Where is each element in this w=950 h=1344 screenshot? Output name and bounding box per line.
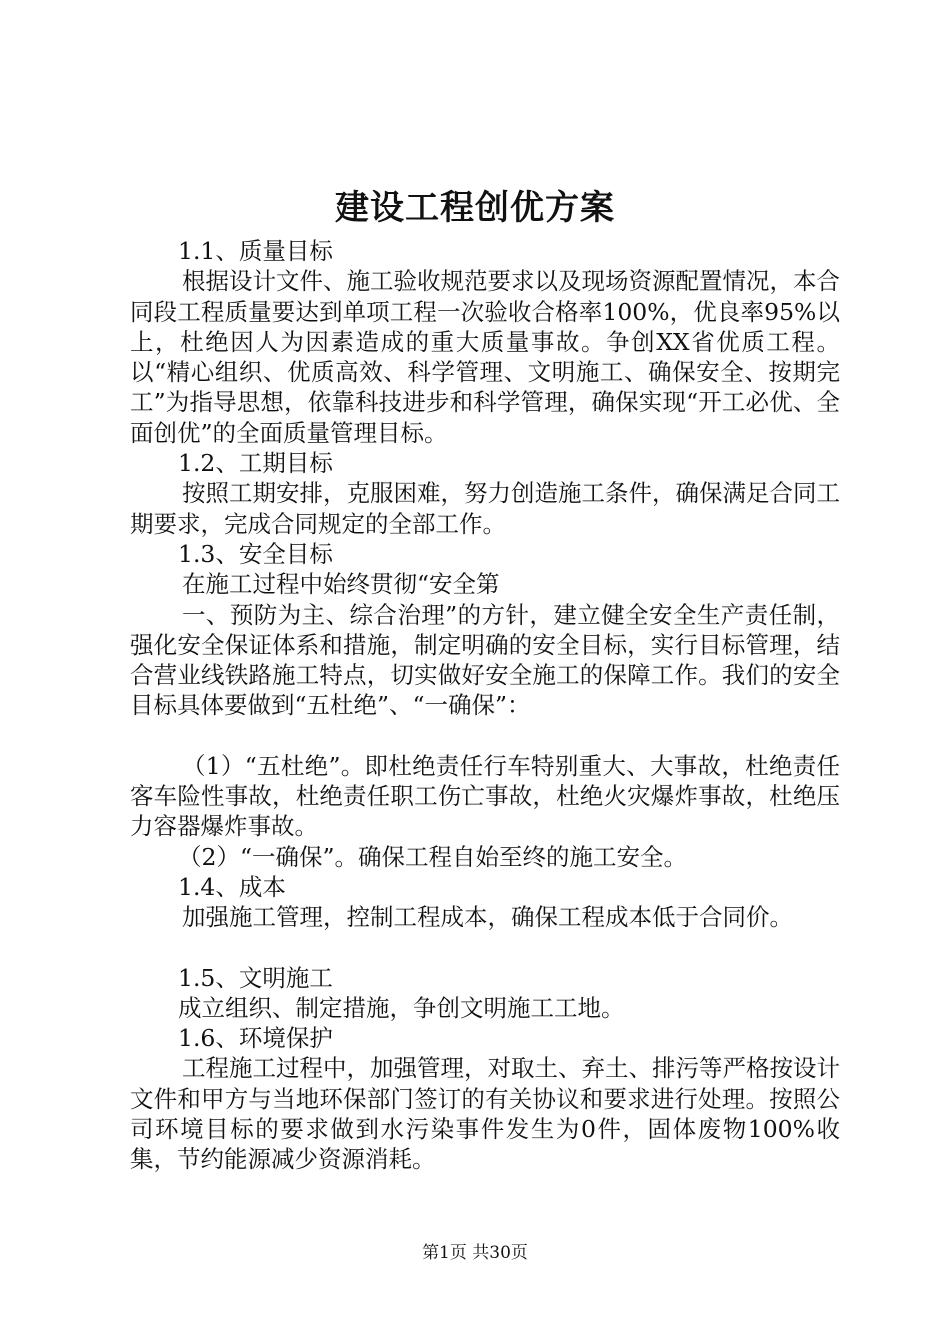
paragraph-civilized-construction: 成立组织、制定措施，争创文明施工工地。 <box>178 993 625 1022</box>
section-heading-civilized-construction: 1.5、文明施工 <box>178 963 333 992</box>
section-heading-cost: 1.4、成本 <box>178 872 286 901</box>
section-heading-quality: 1.1、质量目标 <box>178 237 333 265</box>
paragraph-safety: 一、预防为主、综合治理”的方针，建立健全安全生产责任制，强化安全保证体系和措施，制定明确的安全目标，实行目标管理，结合营业线铁路施工特点，切实做好安全施工的保障工作。我们的安全目标具体要做到“五杜绝”、“一确保”： <box>130 600 840 720</box>
paragraph-five-eliminations: （1）“五杜绝”。即杜绝责任行车特别重大、大事故，杜绝责任客车险性事故，杜绝责任职工伤亡事故，杜绝火灾爆炸事故，杜绝压力容器爆炸事故。 <box>130 751 840 841</box>
paragraph-one-guarantee: （2）“一确保”。确保工程自始至终的施工安全。 <box>178 842 687 871</box>
document-body <box>130 236 840 1175</box>
blank-line <box>130 721 840 751</box>
document-title: 建设工程创优方案 <box>335 188 615 228</box>
paragraph-schedule: 按照工期安排，克服困难，努力创造施工条件，确保满足合同工期要求，完成合同规定的全部工作。 <box>130 479 840 538</box>
page-number-footer: 第1页 共30页 <box>422 1243 528 1263</box>
paragraph-environment: 工程施工过程中，加强管理，对取土、弃土、排污等严格按设计文件和甲方与当地环保部门签订的有关协议和要求进行处理。按照公司环境目标的要求做到水污染事件发生为0件，固体废物100%收集，节约能源减少资源消耗。 <box>130 1054 840 1174</box>
paragraph-cost: 加强施工管理，控制工程成本，确保工程成本低于合同价。 <box>182 903 793 932</box>
section-heading-schedule: 1.2、工期目标 <box>178 449 333 478</box>
section-heading-environment: 1.6、环境保护 <box>178 1024 333 1053</box>
blank-line <box>130 933 840 963</box>
section-heading-safety: 1.3、安全目标 <box>178 539 333 568</box>
paragraph-safety-intro: 在施工过程中始终贯彻“安全第 <box>182 570 500 599</box>
paragraph-quality: 根据设计文件、施工验收规范要求以及现场资源配置情况，本合同段工程质量要达到单项工程一次验收合格率100%，优良率95%以上，杜绝因人为因素造成的重大质量事故。争创XX省优质工程。以“精心组织、优质高效、科学管理、文明施工、确保安全、按期完工”为指导思想，依靠科技进步和科学管理，确保实现“开工必优、全面创优”的全面质量管理目标。 <box>130 267 840 447</box>
